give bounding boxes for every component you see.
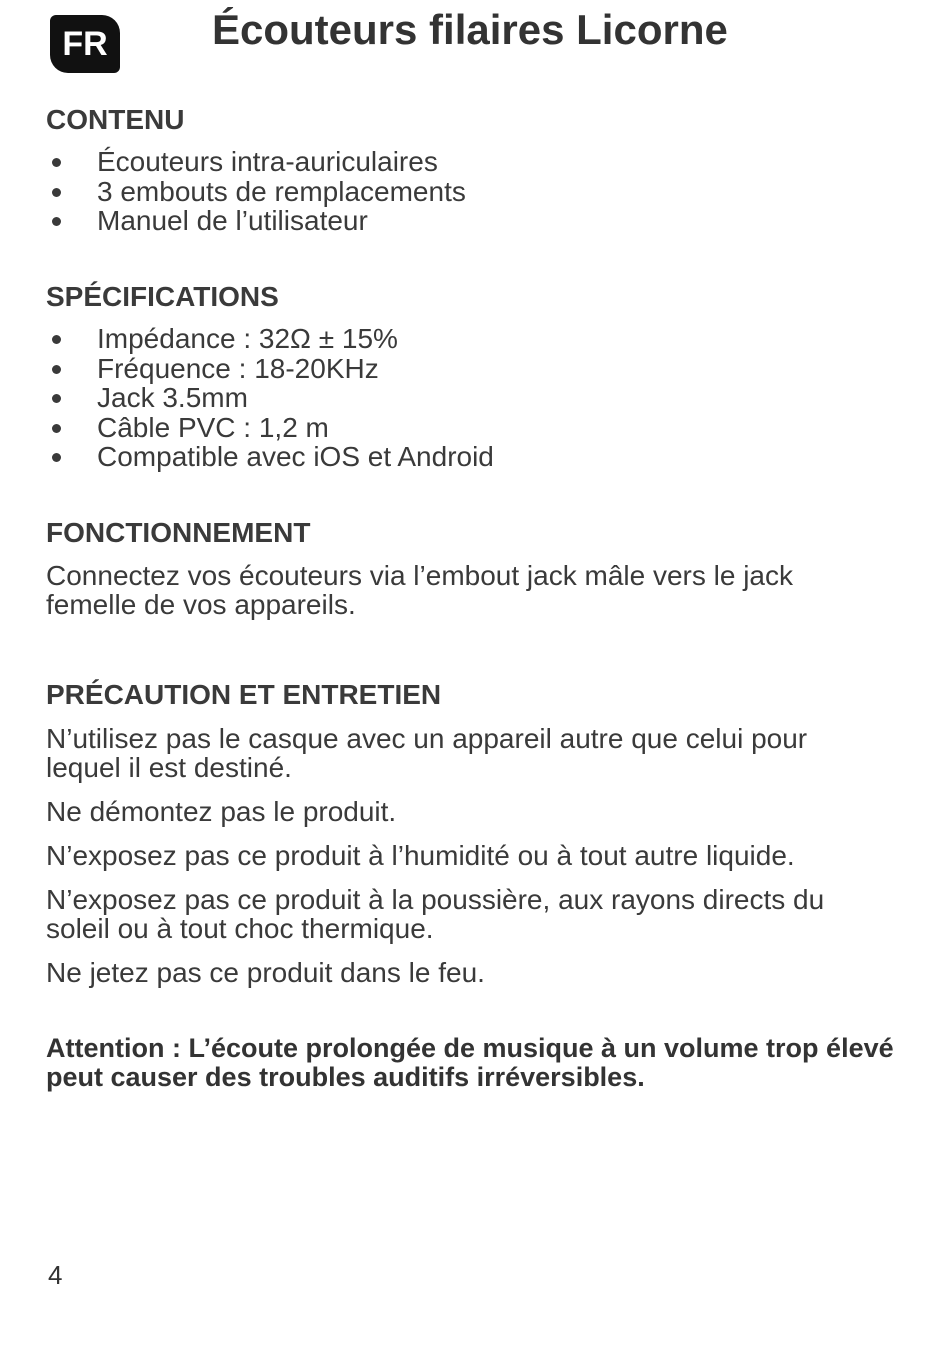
section-heading-contenu: CONTENU bbox=[46, 104, 185, 135]
bullet-icon bbox=[52, 335, 61, 344]
list-item bbox=[46, 354, 906, 384]
page-number: 4 bbox=[48, 1260, 63, 1290]
list-item-text: Écouteurs intra-auriculaires bbox=[97, 146, 438, 177]
section-heading-specifications: SPÉCIFICATIONS bbox=[46, 281, 279, 312]
specifications-list bbox=[46, 324, 906, 472]
section-fonctionnement bbox=[46, 516, 906, 619]
section-heading-fonctionnement: FONCTIONNEMENT bbox=[46, 517, 311, 548]
bullet-icon bbox=[52, 394, 61, 403]
bullet-icon bbox=[52, 424, 61, 433]
contenu-list bbox=[46, 147, 906, 236]
precaution-paragraph: N’exposez pas ce produit à la poussière, aux rayons directs du soleil ou à tout choc thermique. bbox=[46, 884, 825, 944]
bullet-icon bbox=[52, 188, 61, 197]
list-item-text: Fréquence : 18-20KHz bbox=[97, 352, 379, 384]
section-specifications bbox=[46, 280, 906, 472]
precaution-paragraph: Ne démontez pas le produit. bbox=[46, 796, 397, 827]
section-precaution bbox=[46, 678, 906, 987]
list-item bbox=[46, 442, 906, 472]
bullet-icon bbox=[52, 453, 61, 462]
list-item bbox=[46, 147, 906, 177]
list-item bbox=[46, 206, 906, 236]
fonctionnement-text: Connectez vos écouteurs via l’embout jack mâle vers le jack femelle de vos appareils. bbox=[46, 560, 794, 620]
precaution-paragraph: N’exposez pas ce produit à l’humidité ou à tout autre liquide. bbox=[46, 840, 795, 871]
list-item-text: Impédance : 32Ω ± 15% bbox=[97, 323, 398, 354]
bullet-icon bbox=[52, 158, 61, 167]
list-item bbox=[46, 383, 906, 413]
list-item-text: Jack 3.5mm bbox=[97, 382, 248, 413]
list-item-text: 3 embouts de remplacements bbox=[97, 175, 466, 207]
precaution-paragraph: N’utilisez pas le casque avec un appareil autre que celui pour lequel il est destiné. bbox=[46, 723, 808, 783]
language-badge-label: FR bbox=[62, 24, 108, 63]
section-contenu bbox=[46, 103, 906, 236]
section-heading-precaution: PRÉCAUTION ET ENTRETIEN bbox=[46, 679, 442, 710]
warning-note: Attention : L’écoute prolongée de musique à un volume trop élevé peut causer des troubles auditifs irréversibles. bbox=[46, 1033, 894, 1092]
bullet-icon bbox=[52, 365, 61, 374]
list-item-text: Câble PVC : 1,2 m bbox=[97, 411, 329, 443]
precaution-paragraphs bbox=[46, 724, 876, 987]
list-item bbox=[46, 177, 906, 207]
precaution-paragraph: Ne jetez pas ce produit dans le feu. bbox=[46, 957, 485, 988]
list-item bbox=[46, 324, 906, 354]
bullet-icon bbox=[52, 217, 61, 226]
list-item-text: Compatible avec iOS et Android bbox=[97, 441, 494, 472]
language-badge bbox=[50, 15, 120, 73]
page-title: Écouteurs filaires Licorne bbox=[212, 6, 728, 53]
list-item bbox=[46, 413, 906, 443]
list-item-text: Manuel de l’utilisateur bbox=[97, 205, 368, 236]
